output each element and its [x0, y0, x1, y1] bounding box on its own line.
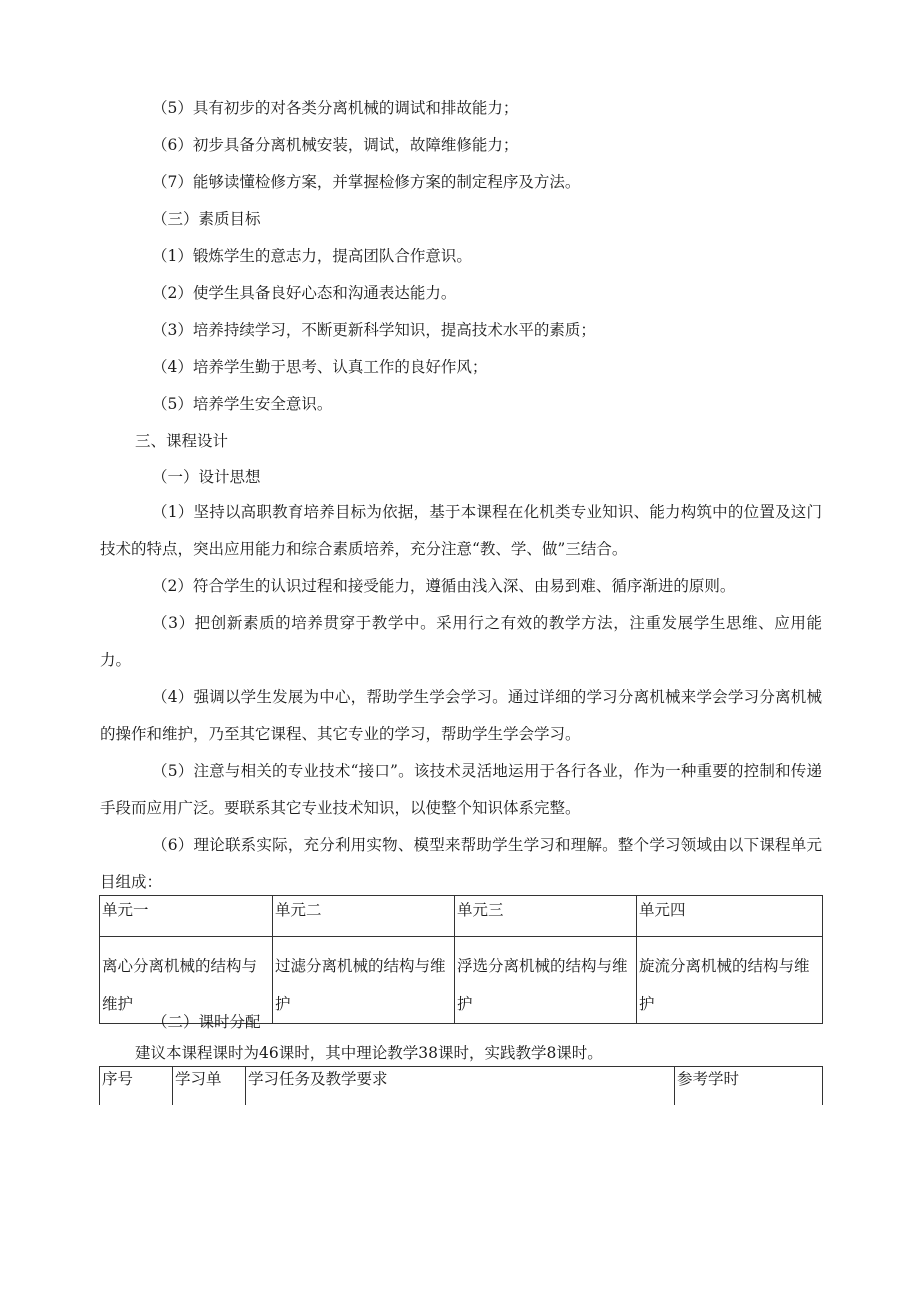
units-header-row: [100, 896, 823, 937]
hours-header-unit: 学习单: [173, 1067, 246, 1106]
design-paragraph-4: （4）强调以学生发展为中心，帮助学生学会学习。通过详细的学习分离机械来学会学习分离机械的操作和维护，乃至其它课程、其它专业的学习，帮助学生学会学习。: [100, 688, 822, 743]
design-paragraph-2: （2）符合学生的认识过程和接受能力，遵循由浅入深、由易到难、循序渐进的原则。: [152, 577, 736, 595]
skill-item-5: （5）具有初步的对各类分离机械的调试和排故能力；: [152, 99, 519, 117]
hours-header-index: 序号: [100, 1067, 173, 1106]
quality-item-3: （3）培养持续学习，不断更新科学知识，提高技术水平的素质；: [152, 321, 596, 339]
skill-item-6: （6）初步具备分离机械安装，调试，故障维修能力；: [152, 136, 519, 154]
hours-table: [99, 1066, 823, 1105]
unit-cell-2: 过滤分离机械的结构与维护: [273, 937, 455, 1024]
hours-header-hours: 参考学时: [675, 1067, 823, 1106]
hours-heading: （二）课时分配: [152, 1013, 261, 1031]
section-heading: 三、课程设计: [135, 432, 229, 450]
design-paragraph-3: （3）把创新素质的培养贯穿于教学中。采用行之有效的教学方法，注重发展学生思维、应用能力。: [100, 614, 822, 669]
quality-heading: （三）素质目标: [152, 210, 261, 228]
design-paragraph-1: （1）坚持以高职教育培养目标为依据，基于本课程在化机类专业知识、能力构筑中的位置及这门技术的特点，突出应用能力和综合素质培养，充分注意“教、学、做”三结合。: [100, 503, 822, 558]
quality-item-2: （2）使学生具备良好心态和沟通表达能力。: [152, 284, 457, 302]
unit-header-3: 单元三: [455, 896, 637, 937]
quality-item-1: （1）锻炼学生的意志力，提高团队合作意识。: [152, 247, 472, 265]
hours-header-task: 学习任务及教学要求: [246, 1067, 675, 1106]
unit-cell-3: 浮选分离机械的结构与维护: [455, 937, 637, 1024]
unit-cell-4: 旋流分离机械的结构与维护: [637, 937, 823, 1024]
hours-note: 建议本课程课时为46课时，其中理论教学38课时，实践教学8课时。: [135, 1044, 603, 1062]
quality-item-5: （5）培养学生安全意识。: [152, 395, 333, 413]
unit-header-4: 单元四: [637, 896, 823, 937]
design-heading: （一）设计思想: [152, 468, 261, 486]
design-paragraph-5: （5）注意与相关的专业技术“接口”。该技术灵活地运用于各行各业，作为一种重要的控制和传递手段而应用广泛。要联系其它专业技术知识，以使整个知识体系完整。: [100, 762, 822, 817]
skill-item-7: （7）能够读懂检修方案，并掌握检修方案的制定程序及方法。: [152, 173, 581, 191]
units-table: [99, 895, 823, 1024]
unit-cell-1: 离心分离机械的结构与维护: [100, 937, 273, 1024]
hours-header-row: [100, 1067, 823, 1106]
design-paragraph-6: （6）理论联系实际，充分利用实物、模型来帮助学生学习和理解。整个学习领域由以下课程单元目组成：: [100, 836, 822, 891]
quality-item-4: （4）培养学生勤于思考、认真工作的良好作风；: [152, 358, 488, 376]
unit-header-1: 单元一: [100, 896, 273, 937]
unit-header-2: 单元二: [273, 896, 455, 937]
units-body-row: [100, 937, 823, 1024]
